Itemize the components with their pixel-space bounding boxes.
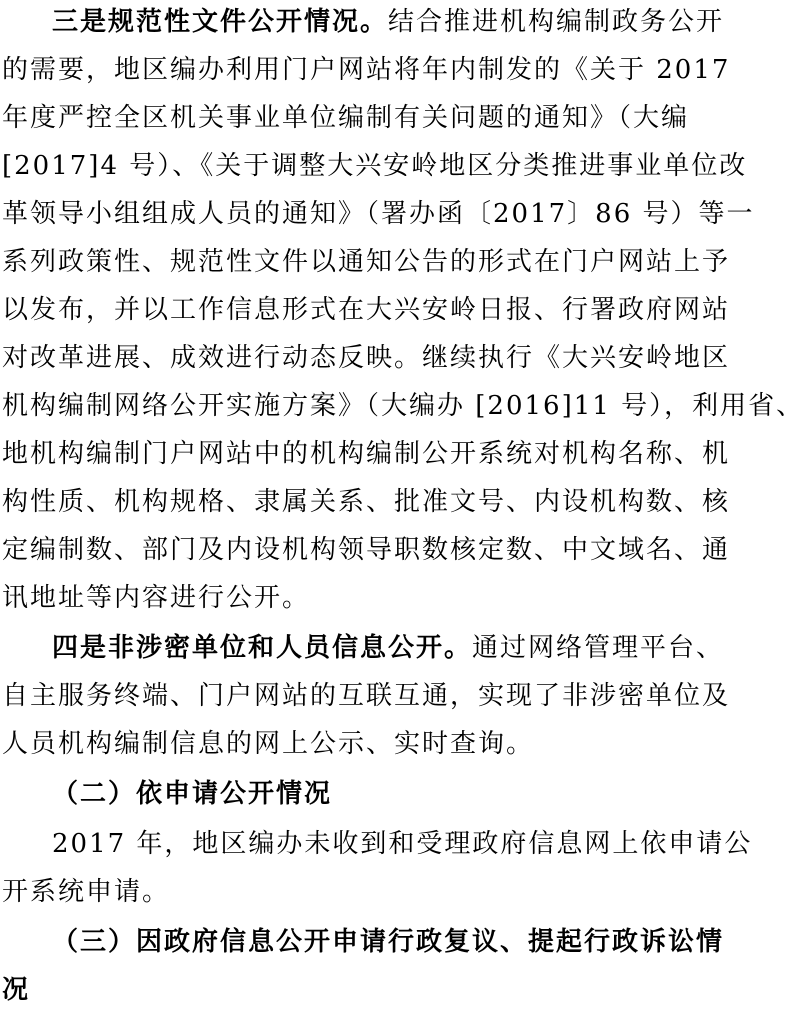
paragraph-line: 年度严控全区机关事业单位编制有关问题的通知》（大编 — [2, 103, 690, 133]
paragraph-lead: 四是非涉密单位和人员信息公开。 — [52, 633, 473, 663]
paragraph-line: 机构编制网络公开实施方案》（大编办 [2016]11 号），利用省、 — [2, 391, 804, 421]
paragraph-text: 通过网络管理平台、 — [472, 633, 725, 663]
section-heading-continued: 况 — [2, 975, 31, 1005]
paragraph-line: 以发布，并以工作信息形式在大兴安岭日报、行署政府网站 — [2, 295, 731, 325]
paragraph-line: 系列政策性、规范性文件以通知公告的形式在门户网站上予 — [2, 247, 731, 277]
paragraph-line — [52, 628, 724, 668]
paragraph-line: 自主服务终端、门户网站的互联互通，实现了非涉密单位及 — [2, 681, 731, 711]
paragraph-line: 2017 年，地区编办未收到和受理政府信息网上依申请公 — [52, 829, 753, 859]
section-heading: （三）因政府信息公开申请行政复议、提起行政诉讼情 — [52, 927, 725, 957]
paragraph-line: 的需要，地区编办利用门户网站将年内制发的《关于 2017 — [2, 55, 731, 85]
paragraph-line: 对改革进展、成效进行动态反映。继续执行《大兴安岭地区 — [2, 343, 731, 373]
paragraph-line: 讯地址等内容进行公开。 — [2, 583, 311, 613]
paragraph-lead: 三是规范性文件公开情况。 — [52, 7, 389, 37]
paragraph-line — [52, 2, 724, 42]
paragraph-line: 构性质、机构规格、隶属关系、批准文号、内设机构数、核 — [2, 487, 731, 517]
paragraph-text: 结合推进机构编制政务公开 — [388, 7, 725, 37]
paragraph-line: 革领导小组组成人员的通知》（署办函〔2017〕86 号）等一 — [2, 199, 755, 229]
paragraph-line: 开系统申请。 — [2, 877, 171, 907]
paragraph-line: [2017]4 号）、《关于调整大兴安岭地区分类推进事业单位改 — [2, 151, 748, 181]
paragraph-line: 人员机构编制信息的网上公示、实时查询。 — [2, 729, 535, 759]
section-heading: （二）依申请公开情况 — [52, 779, 333, 809]
paragraph-line: 定编制数、部门及内设机构领导职数核定数、中文域名、通 — [2, 535, 731, 565]
paragraph-line: 地机构编制门户网站中的机构编制公开系统对机构名称、机 — [2, 439, 731, 469]
